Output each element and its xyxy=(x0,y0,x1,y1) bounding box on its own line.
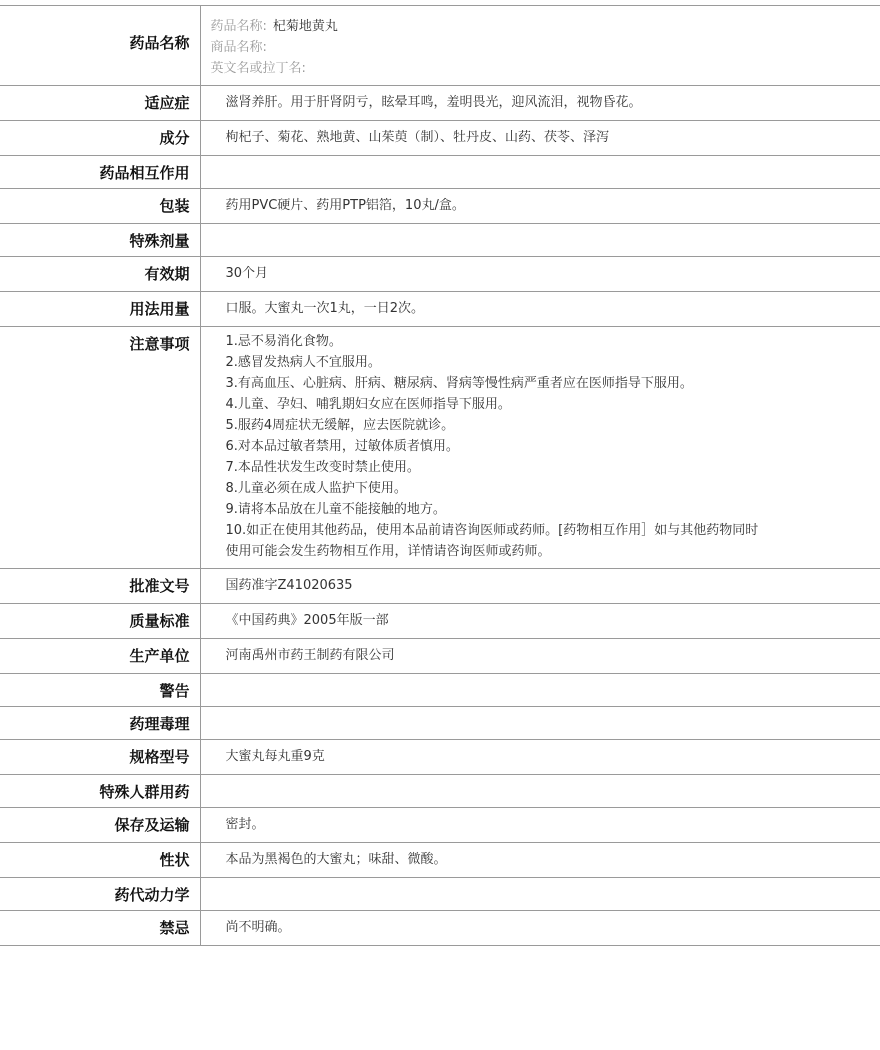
standard-value: 《中国药典》2005年版一部 xyxy=(225,613,389,628)
packaging-label: 包装 xyxy=(0,189,200,224)
manufacturer-row xyxy=(0,639,880,674)
drug-info-table xyxy=(0,5,880,946)
precaution-item: 9.请将本品放在儿童不能接触的地方。 xyxy=(225,502,446,517)
storage-value: 密封。 xyxy=(225,817,265,832)
specification-row xyxy=(0,740,880,775)
pharmacology-label: 药理毒理 xyxy=(0,707,200,740)
approval-label: 批准文号 xyxy=(0,569,200,604)
contraindications-value: 尚不明确。 xyxy=(225,920,291,935)
trade-name-key: 商品名称: xyxy=(210,40,267,55)
precaution-item: 8.儿童必须在成人监护下使用。 xyxy=(225,481,407,496)
pharmacokinetics-label: 药代动力学 xyxy=(0,878,200,911)
specification-label: 规格型号 xyxy=(0,740,200,775)
precaution-item: 10.如正在使用其他药品，使用本品前请咨询医师或药师。[药物相互作用］如与其他药物同时使用可能会发生药物相互作用，详情请咨询医师或药师。 xyxy=(225,523,759,559)
manufacturer-label: 生产单位 xyxy=(0,639,200,674)
precautions-row xyxy=(0,327,880,569)
special-dosage-row xyxy=(0,224,880,257)
precaution-item: 7.本品性状发生改变时禁止使用。 xyxy=(225,460,420,475)
approval-value: 国药准字Z41020635 xyxy=(225,578,353,593)
special-population-value xyxy=(200,775,880,808)
precaution-item: 6.对本品过敏者禁用，过敏体质者慎用。 xyxy=(225,439,459,454)
generic-name-line xyxy=(211,16,880,37)
usage-value: 口服。大蜜丸一次1丸，一日2次。 xyxy=(225,301,425,316)
interactions-row xyxy=(0,156,880,189)
contraindications-label: 禁忌 xyxy=(0,911,200,946)
shelf-life-label: 有效期 xyxy=(0,257,200,292)
special-population-row xyxy=(0,775,880,808)
standard-label: 质量标准 xyxy=(0,604,200,639)
precaution-item: 4.儿童、孕妇、哺乳期妇女应在医师指导下服用。 xyxy=(225,397,511,412)
drug-names-label: 药品名称 xyxy=(0,6,200,86)
precaution-item: 2.感冒发热病人不宜服用。 xyxy=(225,355,381,370)
usage-row xyxy=(0,292,880,327)
pharmacology-value xyxy=(200,707,880,740)
precaution-item: 3.有高血压、心脏病、肝病、糖尿病、肾病等慢性病严重者应在医师指导下服用。 xyxy=(225,376,693,391)
english-name-line xyxy=(211,58,880,79)
shelf-life-row xyxy=(0,257,880,292)
trade-name-line xyxy=(211,37,880,58)
warning-row xyxy=(0,674,880,707)
drug-names-value xyxy=(200,6,880,86)
warning-value xyxy=(200,674,880,707)
appearance-value: 本品为黑褐色的大蜜丸；味甜、微酸。 xyxy=(225,852,447,867)
precautions-list xyxy=(226,331,761,562)
storage-label: 保存及运输 xyxy=(0,808,200,843)
precautions-label: 注意事项 xyxy=(0,327,200,569)
indication-label: 适应症 xyxy=(0,86,200,121)
ingredients-label: 成分 xyxy=(0,121,200,156)
english-name-key: 英文名或拉丁名: xyxy=(210,61,306,76)
precaution-item: 1.忌不易消化食物。 xyxy=(225,334,342,349)
appearance-label: 性状 xyxy=(0,843,200,878)
storage-row xyxy=(0,808,880,843)
generic-name-value: 杞菊地黄丸 xyxy=(272,19,338,34)
warning-label: 警告 xyxy=(0,674,200,707)
special-dosage-value xyxy=(200,224,880,257)
interactions-label: 药品相互作用 xyxy=(0,156,200,189)
precautions-value xyxy=(200,327,880,569)
pharmacokinetics-value xyxy=(200,878,880,911)
special-population-label: 特殊人群用药 xyxy=(0,775,200,808)
standard-row xyxy=(0,604,880,639)
approval-row xyxy=(0,569,880,604)
indication-value: 滋肾养肝。用于肝肾阴亏，眩晕耳鸣，羞明畏光，迎风流泪，视物昏花。 xyxy=(225,95,642,110)
pharmacokinetics-row xyxy=(0,878,880,911)
contraindications-row xyxy=(0,911,880,946)
ingredients-value: 枸杞子、菊花、熟地黄、山茱萸（制）、牡丹皮、山药、茯苓、泽泻 xyxy=(225,130,610,145)
specification-value: 大蜜丸每丸重9克 xyxy=(225,749,325,764)
interactions-value xyxy=(200,156,880,189)
generic-name-key: 药品名称: xyxy=(210,19,267,34)
usage-label: 用法用量 xyxy=(0,292,200,327)
indication-row xyxy=(0,86,880,121)
appearance-row xyxy=(0,843,880,878)
drug-names-row xyxy=(0,6,880,86)
manufacturer-value: 河南禹州市药王制药有限公司 xyxy=(225,648,395,663)
shelf-life-value: 30个月 xyxy=(225,266,269,281)
packaging-row xyxy=(0,189,880,224)
pharmacology-row xyxy=(0,707,880,740)
packaging-value: 药用PVC硬片、药用PTP铝箔，10丸/盒。 xyxy=(225,198,465,213)
ingredients-row xyxy=(0,121,880,156)
special-dosage-label: 特殊剂量 xyxy=(0,224,200,257)
precaution-item: 5.服药4周症状无缓解，应去医院就诊。 xyxy=(225,418,455,433)
